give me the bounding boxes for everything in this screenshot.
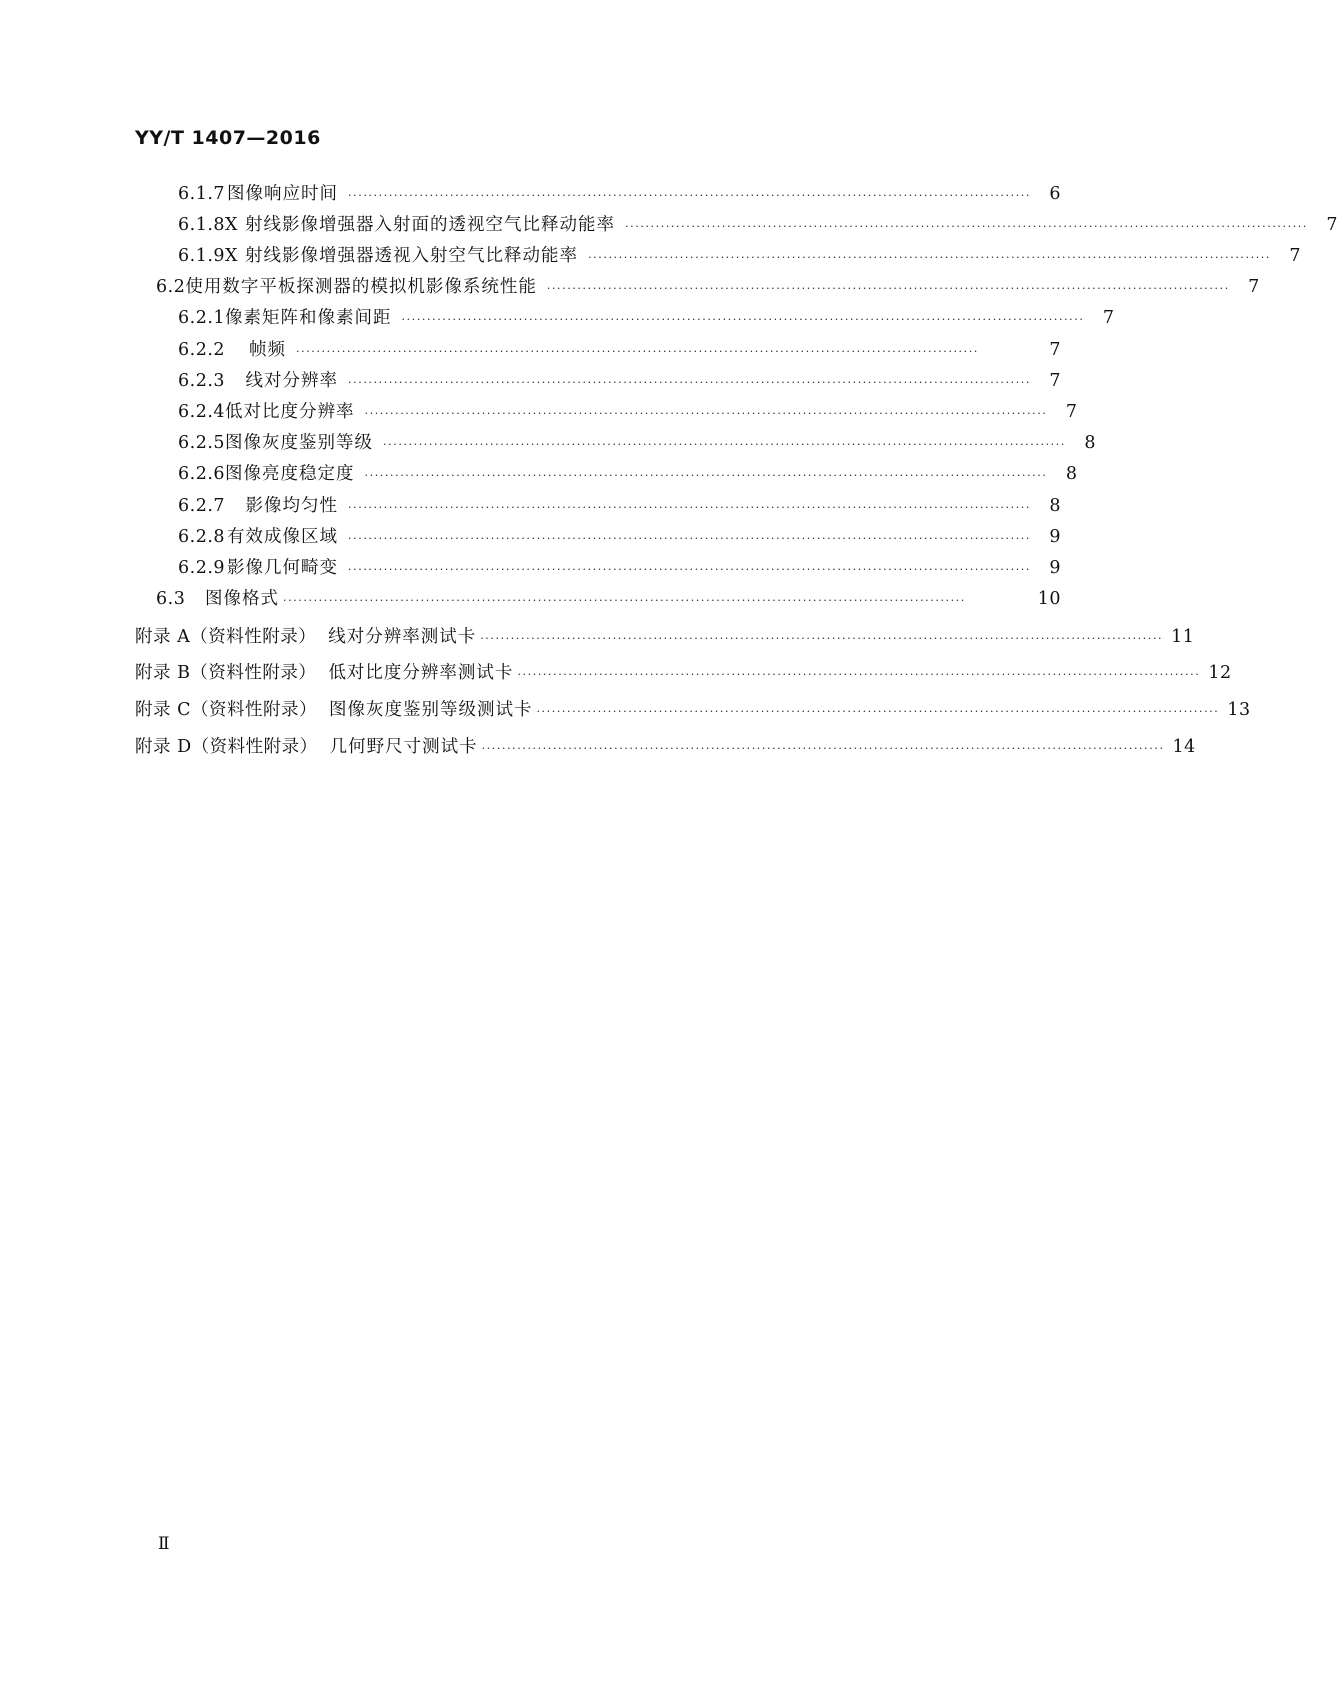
toc-dot-leader: ······································································································································ — [364, 469, 1048, 482]
toc-entry-title: 图像灰度鉴别等级 — [225, 433, 374, 453]
toc-entry-page: 7 — [1248, 277, 1260, 297]
toc-entry[interactable] — [178, 493, 1061, 519]
toc-dot-leader: ······································································································································ — [517, 668, 1201, 681]
toc-dot-leader: ······································································································································ — [401, 313, 1085, 326]
toc-entry-page: 9 — [1049, 558, 1061, 578]
toc-dot-leader: ······································································································································ — [536, 705, 1220, 718]
toc-entry-title: X 射线影像增强器透视入射空气比释动能率 — [225, 246, 579, 266]
toc-entry-number: 6.2.7 — [178, 496, 226, 516]
toc-entry-page: 13 — [1227, 700, 1251, 720]
toc-entry-page: 7 — [1049, 340, 1061, 360]
toc-entry-page: 7 — [1049, 371, 1061, 391]
toc-entry-title: 几何野尺寸测试卡 — [329, 737, 478, 757]
toc-entry-number: 6.2.2 — [178, 340, 226, 360]
toc-dot-leader: ······································································································································ — [625, 220, 1309, 233]
toc-entry-page: 12 — [1208, 663, 1232, 683]
toc-dot-leader: ······································································································································ — [283, 594, 966, 607]
toc-entry-appendix[interactable] — [135, 734, 1196, 760]
toc-dot-leader: ······································································································································ — [348, 501, 1031, 514]
toc-entry-page: 14 — [1172, 737, 1196, 757]
toc-entry-page: 10 — [1037, 589, 1061, 609]
toc-entry-number: 6.1.7 — [178, 184, 226, 204]
toc-entry-number: 6.2.6 — [178, 464, 226, 484]
toc-entry-number: 6.2.5 — [178, 433, 226, 453]
toc-entry-title: 低对比度分辨率测试卡 — [328, 663, 514, 683]
toc-entry-title: 图像响应时间 — [227, 184, 339, 204]
toc-dot-leader: ······································································································································ — [348, 189, 1031, 202]
toc-entry-number: 6.1.9 — [178, 246, 226, 266]
toc-entry-title: 线对分辨率测试卡 — [328, 627, 477, 647]
toc-entry-title: 使用数字平板探测器的模拟机影像系统性能 — [185, 277, 537, 297]
toc-entry[interactable] — [178, 524, 1061, 550]
toc-entry-title: 图像格式 — [205, 589, 279, 609]
toc-entry-page: 9 — [1049, 527, 1061, 547]
toc-entry-page: 8 — [1049, 496, 1061, 516]
toc-entry-title: 像素矩阵和像素间距 — [225, 308, 392, 328]
toc-entry-page: 7 — [1102, 308, 1115, 328]
toc-entry[interactable] — [178, 430, 1096, 456]
toc-dot-leader: ······································································································································ — [481, 742, 1165, 755]
toc-entry-page: 6 — [1049, 184, 1061, 204]
toc-entry-title: X 射线影像增强器入射面的透视空气比释动能率 — [225, 215, 616, 235]
toc-entry[interactable] — [178, 555, 1061, 581]
toc-entry-number: 6.3 — [156, 589, 186, 609]
toc-dot-leader: ······································································································································ — [383, 438, 1066, 451]
toc-dot-leader: ······································································································································ — [364, 407, 1048, 420]
toc-entry-number: 6.2.4 — [178, 402, 226, 422]
toc-entry[interactable] — [178, 461, 1078, 487]
toc-entry-title: 影像几何畸变 — [227, 558, 339, 578]
toc-entry-appendix[interactable] — [135, 624, 1195, 650]
page-number-roman: Ⅱ — [158, 1534, 170, 1554]
toc-entry-number: 6.2.9 — [178, 558, 226, 578]
toc-entry-appendix[interactable] — [135, 660, 1232, 686]
toc-entry-page: 7 — [1326, 215, 1338, 235]
toc-entry-number: 6.2.3 — [178, 371, 226, 391]
toc-entry-number: 附录 C（资料性附录） — [135, 700, 317, 720]
toc-entry[interactable] — [178, 337, 1061, 363]
toc-entry-number: 6.2 — [156, 277, 186, 297]
toc-entry-title: 帧频 — [249, 340, 286, 360]
toc-dot-leader: ······································································································································ — [348, 376, 1031, 389]
toc-entry-title: 影像均匀性 — [245, 496, 339, 516]
toc-dot-leader: ······································································································································ — [546, 282, 1230, 295]
toc-entry[interactable] — [178, 243, 1302, 269]
toc-entry-page: 7 — [1289, 246, 1302, 266]
toc-entry[interactable] — [178, 212, 1338, 238]
toc-dot-leader: ······································································································································ — [588, 251, 1272, 264]
toc-entry[interactable] — [178, 181, 1061, 207]
toc-entry[interactable] — [156, 274, 1260, 300]
toc-entry-page: 11 — [1171, 627, 1195, 647]
toc-entry-page: 8 — [1084, 433, 1096, 453]
document-id: YY/T 1407—2016 — [135, 127, 321, 149]
toc-dot-leader: ······································································································································ — [348, 532, 1031, 545]
toc-dot-leader: ······································································································································ — [480, 632, 1164, 645]
toc-entry[interactable] — [178, 399, 1078, 425]
toc-entry-title: 线对分辨率 — [245, 371, 339, 391]
toc-dot-leader: ······································································································································ — [296, 345, 979, 358]
toc-entry-title: 图像灰度鉴别等级测试卡 — [328, 700, 533, 720]
toc-entry-title: 低对比度分辨率 — [225, 402, 355, 422]
toc-entry-page: 8 — [1065, 464, 1078, 484]
toc-entry[interactable] — [178, 368, 1061, 394]
toc-entry-number: 附录 D（资料性附录） — [135, 737, 318, 757]
toc-entry-number: 附录 B（资料性附录） — [135, 663, 317, 683]
toc-entry-number: 6.1.8 — [178, 215, 226, 235]
toc-entry[interactable] — [156, 586, 1061, 612]
toc-entry-title: 图像亮度稳定度 — [225, 464, 355, 484]
toc-entry-page: 7 — [1065, 402, 1078, 422]
toc-dot-leader: ······································································································································ — [348, 563, 1031, 576]
toc-entry[interactable] — [178, 305, 1115, 331]
toc-entry-title: 有效成像区域 — [227, 527, 339, 547]
toc-entry-number: 6.2.8 — [178, 527, 226, 547]
toc-entry-number: 附录 A（资料性附录） — [135, 627, 317, 647]
toc-entry-number: 6.2.1 — [178, 308, 226, 328]
toc-entry-appendix[interactable] — [135, 697, 1251, 723]
